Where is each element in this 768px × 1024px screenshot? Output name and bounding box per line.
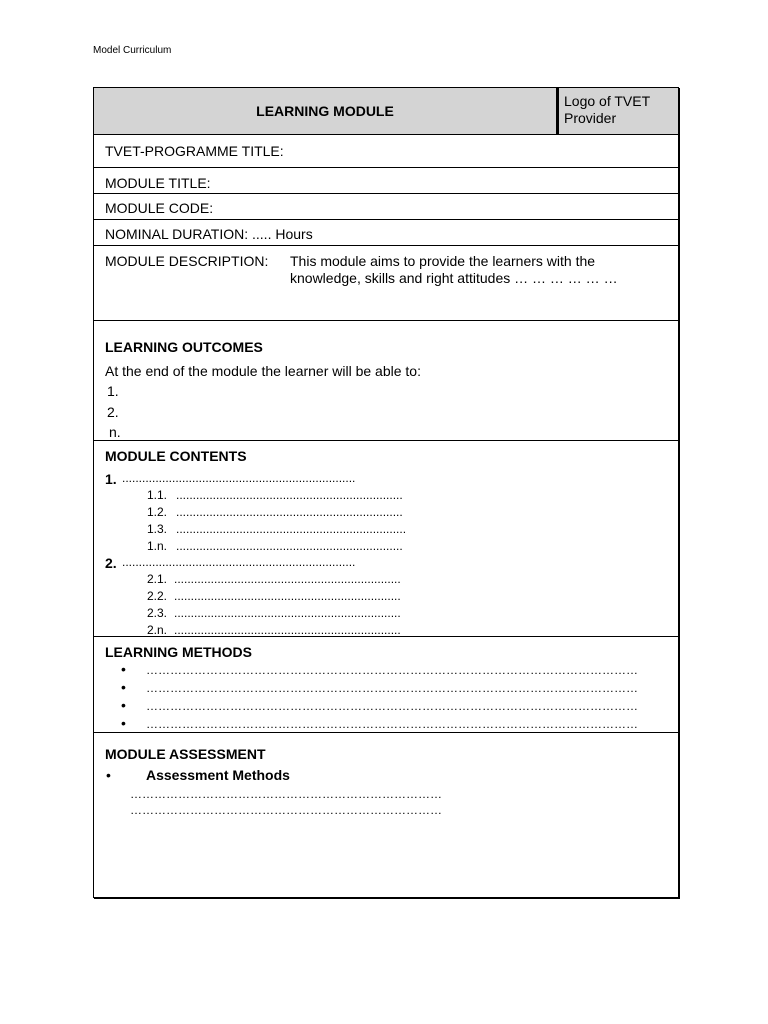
content-group-1-number: 1. bbox=[105, 471, 117, 487]
content-item-2-1-number: 2.1. bbox=[147, 572, 168, 586]
methods-bullet-3: • bbox=[121, 697, 126, 713]
description-row bbox=[94, 246, 678, 321]
assessment-section bbox=[94, 733, 678, 897]
outcomes-title: LEARNING OUTCOMES bbox=[105, 339, 263, 355]
content-item-1-2-number: 1.2. bbox=[147, 505, 168, 519]
methods-item-4: …………………………………………………………………………………………………………… bbox=[146, 717, 638, 731]
logo-placeholder bbox=[557, 88, 678, 134]
contents-section bbox=[94, 441, 678, 637]
content-item-2-n-number: 2.n. bbox=[147, 623, 168, 637]
methods-bullet-1: • bbox=[121, 661, 126, 677]
content-group-2-dots: ...................................................................... bbox=[122, 555, 356, 569]
outcome-item-n: n. bbox=[109, 424, 121, 440]
module-code-label: MODULE CODE: bbox=[105, 200, 214, 216]
methods-section bbox=[94, 637, 678, 733]
module-title-label: MODULE TITLE: bbox=[105, 175, 211, 191]
content-item-1-n-number: 1.n. bbox=[147, 539, 168, 553]
duration-row bbox=[94, 220, 678, 246]
content-item-2-3-dots: .................................................................... bbox=[174, 606, 401, 620]
methods-bullet-4: • bbox=[121, 715, 126, 731]
module-title-row bbox=[94, 168, 678, 194]
programme-title-label: TVET-PROGRAMME TITLE: bbox=[105, 143, 284, 159]
outcome-item-1: 1. bbox=[107, 383, 119, 399]
nominal-duration-label: NOMINAL DURATION: ..... Hours bbox=[105, 226, 313, 242]
content-group-1-dots: ...................................................................... bbox=[122, 471, 356, 485]
form-title: LEARNING MODULE bbox=[94, 88, 557, 134]
assessment-methods-label: Assessment Methods bbox=[146, 767, 290, 783]
page-header: Model Curriculum bbox=[93, 45, 172, 56]
programme-row bbox=[94, 135, 678, 168]
outcomes-intro: At the end of the module the learner will be able to: bbox=[105, 363, 421, 379]
assessment-bullet: • bbox=[106, 767, 111, 783]
methods-title: LEARNING METHODS bbox=[105, 644, 252, 660]
methods-item-3: …………………………………………………………………………………………………………… bbox=[146, 699, 638, 713]
description-line-1: This module aims to provide the learners with the bbox=[290, 253, 596, 269]
content-item-1-3-dots: ..................................................................... bbox=[176, 522, 407, 536]
content-group-2-number: 2. bbox=[105, 555, 117, 571]
assessment-line-1: …………………………………………………………………… bbox=[130, 787, 442, 801]
logo-line-1: Logo of TVET bbox=[564, 93, 651, 109]
methods-item-2: …………………………………………………………………………………………………………… bbox=[146, 681, 638, 695]
content-item-1-1-number: 1.1. bbox=[147, 488, 168, 502]
module-code-row bbox=[94, 194, 678, 220]
logo-line-2: Provider bbox=[564, 110, 617, 126]
content-item-1-3-number: 1.3. bbox=[147, 522, 168, 536]
methods-item-1: …………………………………………………………………………………………………………… bbox=[146, 663, 638, 677]
outcomes-section bbox=[94, 321, 678, 441]
content-item-2-2-dots: .................................................................... bbox=[174, 589, 401, 603]
content-item-2-3-number: 2.3. bbox=[147, 606, 168, 620]
content-item-2-n-dots: .................................................................... bbox=[174, 623, 401, 637]
description-line-2: knowledge, skills and right attitudes … … … … … … bbox=[290, 270, 618, 286]
title-row bbox=[94, 88, 678, 135]
content-item-1-2-dots: .................................................................... bbox=[176, 505, 403, 519]
learning-module-form bbox=[93, 87, 679, 898]
description-text bbox=[290, 253, 650, 287]
assessment-line-2: …………………………………………………………………… bbox=[130, 803, 442, 817]
content-item-1-1-dots: .................................................................... bbox=[176, 488, 403, 502]
description-label: MODULE DESCRIPTION: bbox=[105, 253, 269, 269]
contents-title: MODULE CONTENTS bbox=[105, 448, 247, 464]
methods-bullet-2: • bbox=[121, 679, 126, 695]
outcome-item-2: 2. bbox=[107, 404, 119, 420]
content-item-2-2-number: 2.2. bbox=[147, 589, 168, 603]
assessment-title: MODULE ASSESSMENT bbox=[105, 746, 266, 762]
content-item-1-n-dots: .................................................................... bbox=[176, 539, 403, 553]
content-item-2-1-dots: .................................................................... bbox=[174, 572, 401, 586]
